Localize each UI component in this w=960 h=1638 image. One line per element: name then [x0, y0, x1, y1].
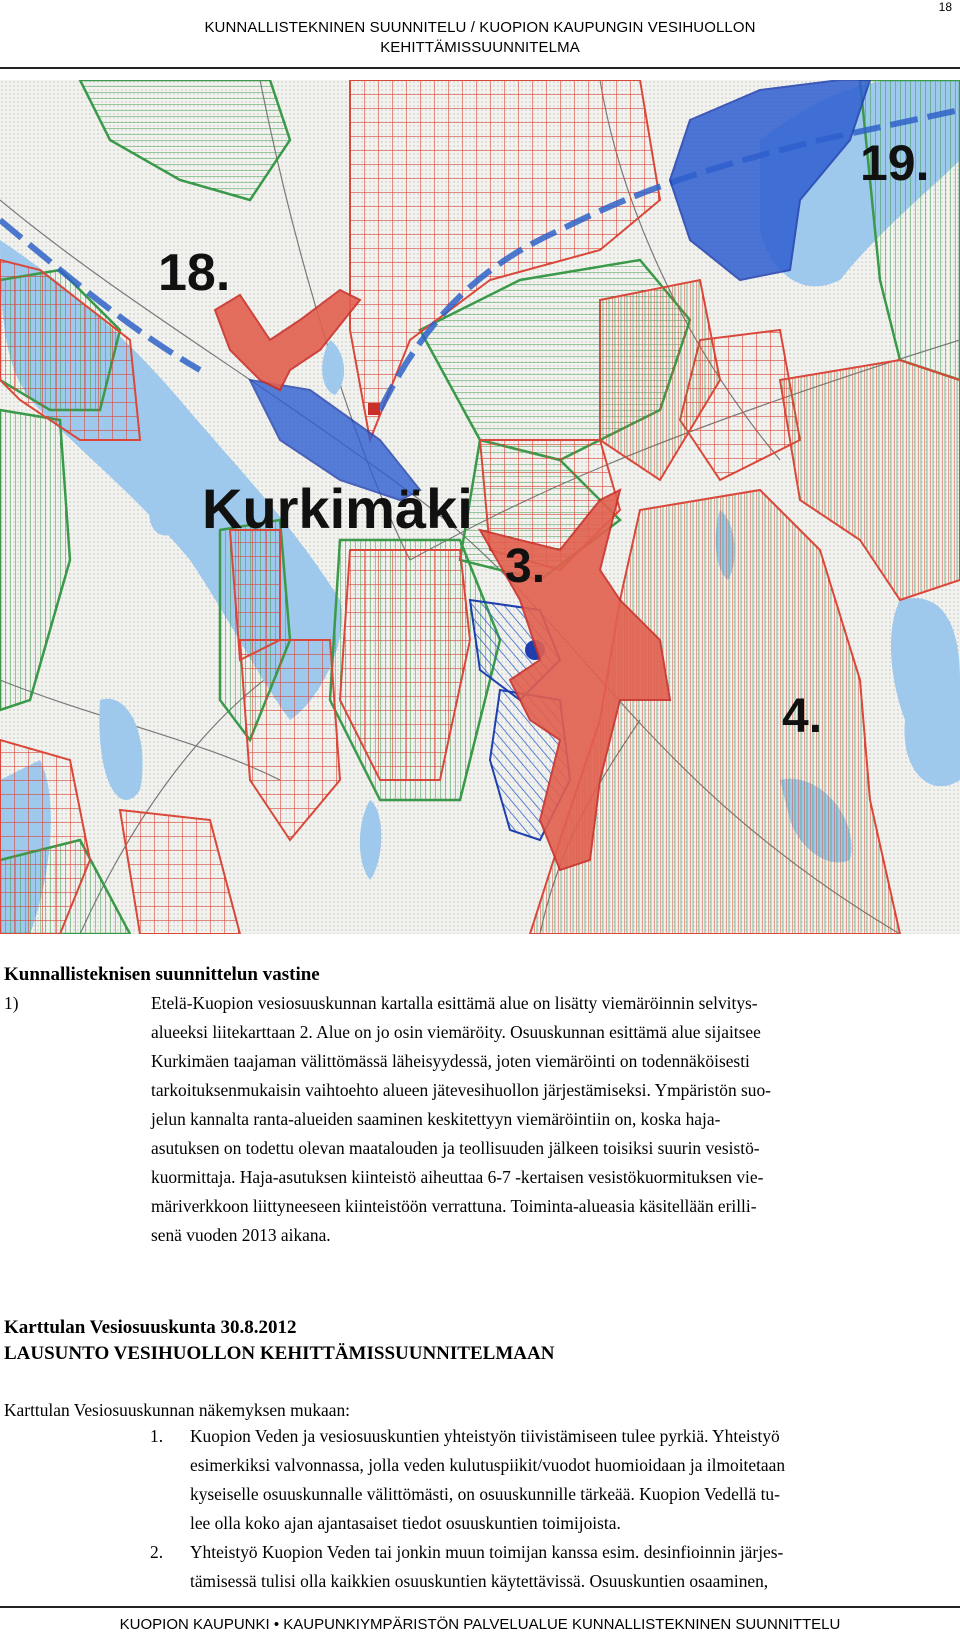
statement-list — [150, 1422, 950, 1596]
statement-heading-org: Karttulan Vesiosuuskunta 30.8.2012 — [4, 1317, 297, 1338]
statement-line: tämisessä tulisi olla kaikkien osuuskuntien käytettävissä. Osuuskuntien osaaminen, — [190, 1571, 769, 1591]
statement-item-number: 2. — [150, 1542, 164, 1562]
map-label-area-3: 3. — [505, 540, 546, 593]
statement-line: kyseiselle osuuskunnalle välittömästi, on osuuskunnille tärkeää. Kuopion Vedellä tu- — [190, 1484, 780, 1504]
statement-line: lee olla koko ajan ajantasaiset tiedot osuuskuntien toimijoista. — [190, 1513, 621, 1533]
header-line-2: KEHITTÄMISSUUNNITELMA — [380, 39, 580, 56]
vastine-line: kuormittaja. Haja-asutuksen kiinteistö aiheuttaa 6-7 -kertaisen vesistökuormituksen vie- — [151, 1167, 764, 1187]
vastine-line: tarkoituksenmukaisin vaihtoehto alueen jätevesihuollon järjestämiseksi. Ympäristön suo- — [151, 1080, 771, 1100]
vastine-line: Kurkimäen taajaman välittömässä läheisyydessä, joten viemäröinti on todennäköisesti — [151, 1051, 750, 1071]
header-line-1: KUNNALLISTEKNINEN SUUNNITELU / KUOPION KAUPUNGIN VESIHUOLLON — [204, 19, 756, 36]
vastine-item-body — [151, 989, 941, 1250]
document-header — [0, 18, 960, 58]
header-divider — [0, 67, 960, 69]
statement-item-number: 1. — [150, 1426, 164, 1446]
vastine-line: Etelä-Kuopion vesiosuuskunnan kartalla esittämä alue on lisätty viemäröinnin selvitys- — [151, 993, 758, 1013]
planning-map — [0, 80, 960, 934]
statement-item-2 — [150, 1538, 950, 1596]
statement-heading-title: LAUSUNTO VESIHUOLLON KEHITTÄMISSUUNNITELMAAN — [4, 1343, 555, 1364]
statement-line: esimerkiksi valvonnassa, jolla veden kulutuspiikit/vuodot huomioidaan ja ilmoitetaan — [190, 1455, 786, 1475]
map-label-area-19: 19. — [860, 135, 930, 191]
page-number: 18 — [938, 0, 952, 14]
map-label-kurkimaki: Kurkimäki — [202, 477, 473, 540]
statement-line: Yhteistyö Kuopion Veden tai jonkin muun toimijan kanssa esim. desinfioinnin järjes- — [190, 1542, 784, 1562]
vastine-item-number: 1) — [4, 993, 19, 1013]
map-label-area-4: 4. — [782, 690, 823, 743]
statement-line: Kuopion Veden ja vesiosuuskuntien yhteistyön tiivistämiseen tulee pyrkiä. Yhteistyö — [190, 1426, 780, 1446]
statement-item-1 — [150, 1422, 950, 1538]
footer-divider — [0, 1606, 960, 1608]
statement-intro: Karttulan Vesiosuuskunnan näkemyksen mukaan: — [4, 1400, 350, 1420]
section-heading-vastine: Kunnallisteknisen suunnittelun vastine — [4, 964, 320, 985]
vastine-line: märiverkkoon liittyneeseen kiinteistöön verrattuna. Toiminta-alueasia käsitellään erilli- — [151, 1196, 757, 1216]
vastine-line: asutuksen on todettu olevan maatalouden ja teollisuuden jälkeen toisiksi suurin vesistö- — [151, 1138, 760, 1158]
vastine-line: jelun kannalta ranta-alueiden saaminen keskitettyyn viemäröintiin on, koska haja- — [151, 1109, 721, 1129]
vastine-line: alueeksi liitekarttaan 2. Alue on jo osin viemäröity. Osuuskunnan esittämä alue sijaitsee — [151, 1022, 761, 1042]
document-footer: KUOPION KAUPUNKI • KAUPUNKIYMPÄRISTÖN PALVELUALUE KUNNALLISTEKNINEN SUUNNITTELU — [119, 1616, 841, 1633]
vastine-line: senä vuoden 2013 aikana. — [151, 1225, 331, 1245]
map-label-area-18: 18. — [158, 244, 231, 302]
